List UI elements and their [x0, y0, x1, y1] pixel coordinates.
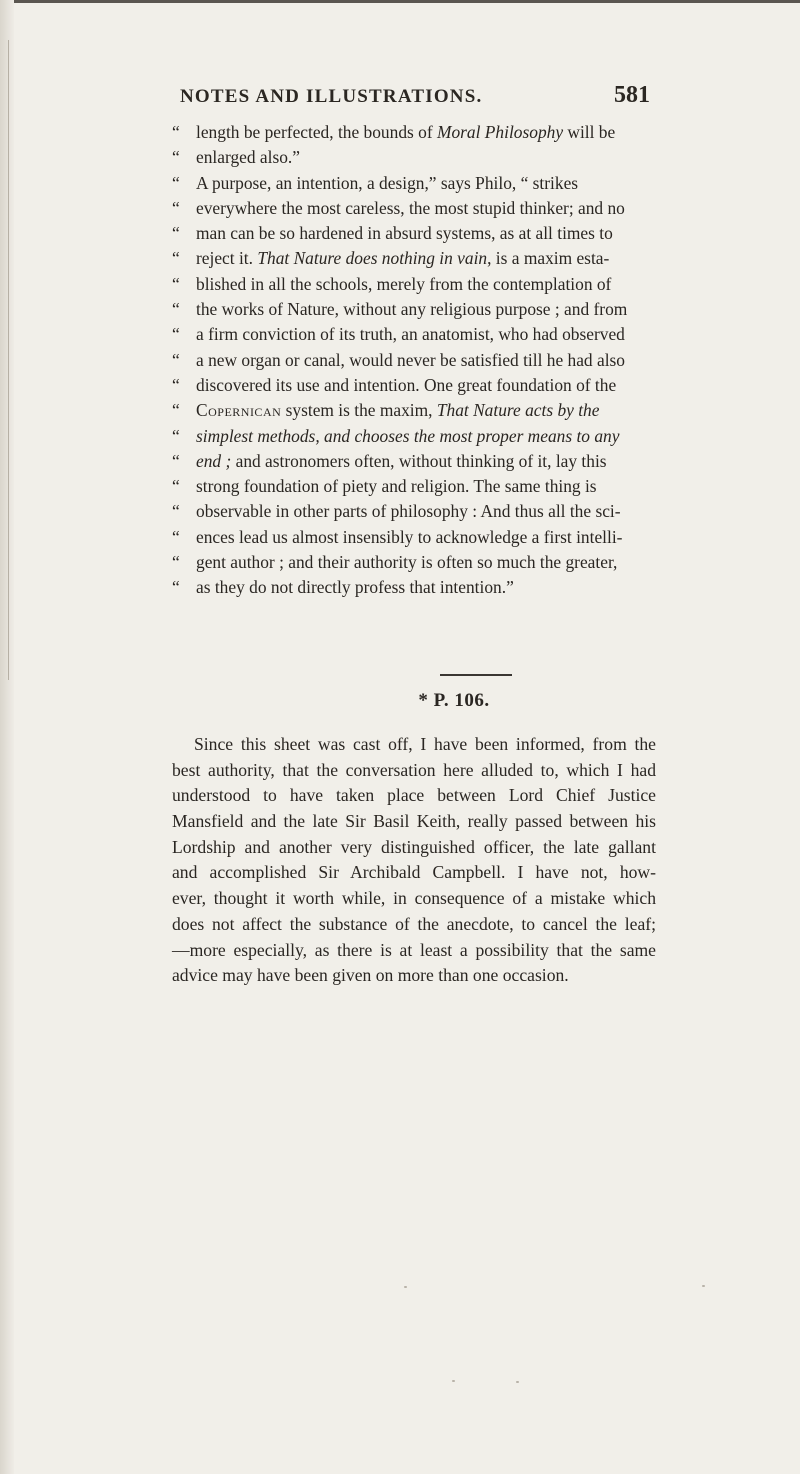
note-line: does not affect the substance of the anecdote, to cancel the leaf;: [172, 913, 656, 934]
quote-line-text: [196, 398, 599, 423]
text-run: ences lead us almost insensibly to acknowledge a first intelli-: [196, 526, 623, 547]
quote-line-text: [196, 575, 514, 600]
quote-mark: “: [172, 450, 180, 471]
quote-line-text: [196, 348, 625, 373]
note-heading-text: * P. 106.: [418, 690, 490, 711]
quote-mark: “: [172, 577, 180, 598]
paper-speck: [452, 1380, 455, 1382]
text-run: system is the maxim,: [281, 400, 437, 421]
quote-line: [172, 297, 656, 322]
quote-line-text: [196, 525, 622, 550]
quote-line-text: [196, 449, 607, 474]
quote-line-text: [196, 297, 627, 322]
quote-mark: “: [172, 552, 180, 573]
quote-line-text: [196, 474, 597, 499]
italic-phrase: That Nature does nothing in vain: [257, 248, 488, 269]
text-run: blished in all the schools, merely from the contemplation of: [196, 273, 612, 294]
quote-mark: “: [172, 172, 180, 193]
small-caps-word: Copernican: [196, 400, 282, 421]
quote-line: [172, 449, 656, 474]
quote-line-text: [196, 120, 615, 145]
text-run: man can be so hardened in absurd systems, as at all times to: [196, 223, 613, 244]
quote-line-text: [196, 171, 578, 196]
quote-mark: “: [172, 147, 180, 168]
quote-line: [172, 246, 656, 271]
quote-mark: “: [172, 223, 180, 244]
quote-line-text: [196, 221, 613, 246]
binding-shadow: [8, 40, 9, 680]
quote-line: [172, 322, 656, 347]
italic-phrase: That Nature acts by the: [436, 400, 600, 421]
note-line: and accomplished Sir Archibald Campbell. I have not, how-: [172, 862, 656, 883]
quote-line: [172, 525, 656, 550]
text-run: will be: [563, 122, 616, 142]
quote-line: [172, 474, 656, 499]
text-run: reject it.: [196, 248, 258, 269]
quote-line: [172, 145, 656, 170]
quote-mark: “: [172, 349, 180, 370]
quote-line: [172, 398, 656, 423]
italic-phrase: simplest methods, and chooses the most proper means to any: [196, 425, 620, 446]
quote-mark: “: [172, 122, 180, 142]
paper-speck: [702, 1285, 705, 1287]
quote-mark: “: [172, 526, 180, 547]
italic-phrase: end ;: [196, 450, 232, 471]
quote-line: [172, 373, 656, 398]
text-run: A purpose, an intention, a design,” says Philo, “ strikes: [196, 172, 579, 193]
quote-line: [172, 348, 656, 373]
page-number: 581: [614, 82, 650, 108]
note-body: [172, 732, 656, 989]
note-line: advice may have been given on more than one occasion.: [172, 965, 569, 986]
section-divider: [440, 674, 512, 676]
quote-line: [172, 171, 656, 196]
text-run: a firm conviction of its truth, an anatomist, who had observed: [196, 324, 625, 345]
quote-line: [172, 424, 656, 449]
running-head: NOTES AND ILLUSTRATIONS.: [180, 86, 483, 107]
quote-line: [172, 120, 656, 145]
quoted-passage: [172, 120, 656, 601]
quote-line: [172, 221, 656, 246]
quote-mark: “: [172, 374, 180, 395]
quote-mark: “: [172, 476, 180, 497]
quote-line: [172, 575, 656, 600]
text-run: gent author ; and their authority is often so much the greater,: [196, 552, 618, 573]
page-header: [180, 82, 650, 109]
page-top-edge: [0, 0, 800, 3]
text-run: strong foundation of piety and religion. The same thing is: [196, 476, 597, 497]
note-heading: [0, 690, 800, 712]
quote-line-text: [196, 550, 617, 575]
text-run: observable in other parts of philosophy : And thus all the sci-: [196, 501, 621, 522]
text-run: discovered its use and intention. One great foundation of the: [196, 374, 617, 395]
quote-line-text: [196, 246, 609, 271]
text-run: and astronomers often, without thinking of it, lay this: [231, 450, 607, 471]
text-run: as they do not directly profess that intention.”: [196, 577, 514, 598]
text-run: everywhere the most careless, the most stupid thinker; and no: [196, 197, 625, 218]
note-line: best authority, that the conversation here alluded to, which I had: [172, 759, 656, 780]
quote-mark: “: [172, 197, 180, 218]
quote-line-text: [196, 373, 616, 398]
quote-line: [172, 499, 656, 524]
paper-speck: [404, 1286, 407, 1288]
text-run: a new organ or canal, would never be satisfied till he had also: [196, 349, 625, 370]
quote-mark: “: [172, 324, 180, 345]
quote-mark: “: [172, 273, 180, 294]
text-run: , is a maxim esta-: [487, 248, 610, 269]
quote-line-text: [196, 424, 619, 449]
text-run: the works of Nature, without any religious purpose ; and from: [196, 299, 628, 320]
quote-line-text: [196, 196, 625, 221]
note-line: ever, thought it worth while, in consequence of a mistake which: [172, 888, 656, 909]
quote-mark: “: [172, 501, 180, 522]
quote-line: [172, 196, 656, 221]
italic-phrase: Moral Philosophy: [436, 122, 564, 142]
quote-mark: “: [172, 299, 180, 320]
note-line: Since this sheet was cast off, I have been informed, from the: [194, 734, 656, 754]
text-run: length be perfected, the bounds of: [196, 122, 437, 142]
note-line: understood to have taken place between Lord Chief Justice: [172, 785, 656, 806]
note-line: Mansfield and the late Sir Basil Keith, really passed between his: [172, 811, 656, 832]
quote-line-text: [196, 322, 625, 347]
note-line: —more especially, as there is at least a possibility that the same: [172, 939, 656, 960]
quote-line: [172, 272, 656, 297]
text-run: enlarged also.”: [196, 147, 300, 168]
quote-line: [172, 550, 656, 575]
note-line: Lordship and another very distinguished officer, the late gallant: [172, 836, 656, 857]
page-left-edge: [0, 0, 14, 1474]
quote-line-text: [196, 272, 611, 297]
quote-mark: “: [172, 248, 180, 269]
quote-line-text: [196, 145, 300, 170]
paper-speck: [516, 1381, 519, 1383]
quote-mark: “: [172, 400, 180, 421]
quote-line-text: [196, 499, 621, 524]
quote-mark: “: [172, 425, 180, 446]
